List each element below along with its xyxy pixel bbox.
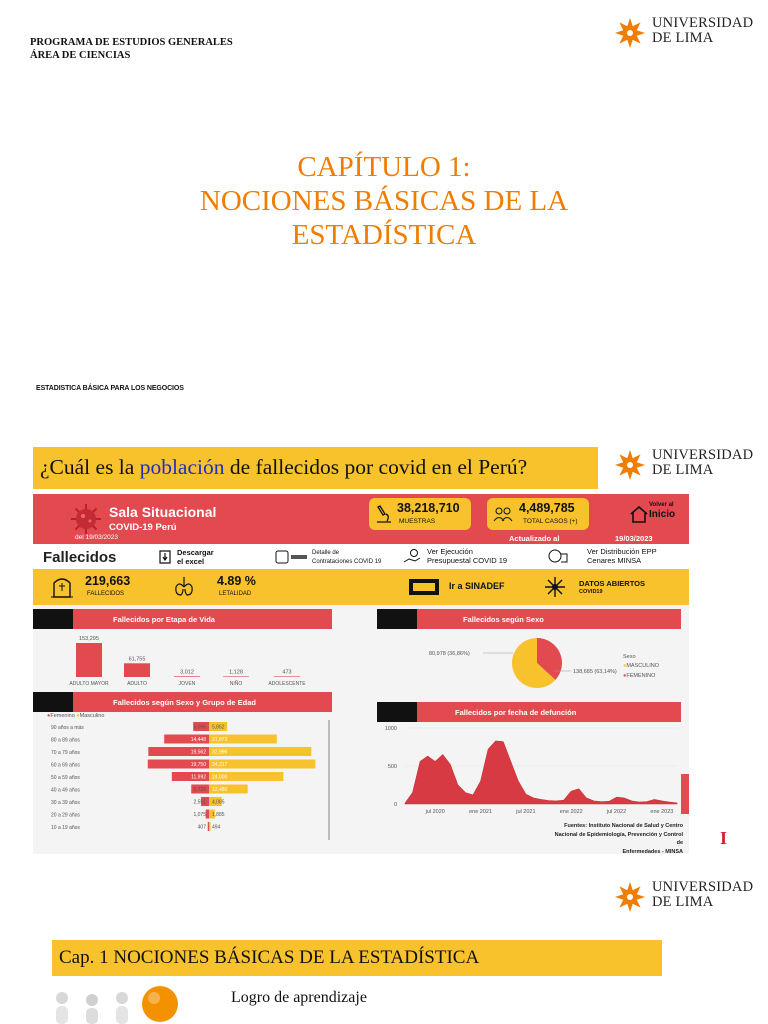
- etapa-category-label: ADULTO MAYOR: [69, 681, 109, 687]
- datos-line-1: DATOS ABIERTOS: [579, 579, 645, 588]
- side-accent: [681, 774, 689, 814]
- ejecucion-line-1: Ver Ejecución: [427, 547, 473, 556]
- legend-masculino-label: MASCULINO: [626, 663, 660, 669]
- source-line-2: Nacional de Epidemiología, Prevención y Control de: [554, 831, 683, 846]
- femenino-value-label: 11,992: [191, 774, 206, 781]
- age-group-label: 60 a 69 años: [51, 762, 80, 769]
- age-group-label: 10 a 19 años: [51, 825, 80, 831]
- detalle-line-1: Detalle de: [312, 550, 340, 556]
- masculino-value-label: 4,085: [212, 799, 225, 806]
- dashboard-subtitle: COVID-19 Perú: [109, 522, 177, 533]
- etapa-value-label: 473: [282, 669, 292, 676]
- x-tick-label: jul 2022: [606, 809, 627, 815]
- source-line-3: Enfermedades - MINSA: [622, 848, 683, 854]
- etapa-category-label: ADULTO: [127, 681, 147, 687]
- chart-fecha-defuncion: [377, 724, 687, 818]
- deaths-area-series: [405, 741, 677, 804]
- etapa-category-label: ADOLESCENTE: [268, 681, 306, 687]
- femenino-value-label: 19,562: [190, 749, 206, 756]
- etapa-value-label: 3,012: [180, 669, 194, 676]
- program-line-2: ÁREA DE CIENCIAS: [30, 50, 131, 61]
- etapa-category-label: NIÑO: [229, 681, 243, 687]
- logo-line-1: UNIVERSIDAD: [652, 15, 754, 31]
- dashboard-title: Sala Situacional: [109, 504, 217, 520]
- age-group-label: 20 a 29 años: [51, 812, 80, 819]
- age-group-label: 50 a 59 años: [51, 775, 80, 781]
- logo-line-2: DE LIMA: [652, 30, 714, 46]
- masculino-value-label: 5,862: [212, 724, 225, 731]
- logo-line-1: UNIVERSIDAD: [652, 879, 754, 895]
- letalidad-value: 4.89 %: [217, 574, 256, 588]
- ulima-star-icon: [614, 881, 646, 913]
- descargar-line-2: el excel: [177, 557, 205, 566]
- panel-fecha-header: [377, 702, 681, 722]
- detalle-contrataciones-link[interactable]: [312, 549, 381, 567]
- logo-line-1: UNIVERSIDAD: [652, 447, 754, 463]
- x-tick-label: jul 2021: [516, 809, 536, 815]
- chapter-title: [0, 150, 768, 252]
- casos-box: [487, 498, 589, 530]
- chapter-line-2: NOCIONES BÁSICAS DE LA: [199, 185, 569, 217]
- age-group-label: 80 a 89 años: [51, 737, 80, 744]
- femenino-value-label: 407: [197, 824, 206, 831]
- masculino-value-label: 494: [212, 824, 221, 831]
- ejecucion-presupuestal-link[interactable]: [427, 547, 507, 565]
- etapa-bar: [76, 643, 102, 677]
- ulima-star-icon: [614, 17, 646, 49]
- chart-sexo-grupo-edad: [33, 720, 333, 844]
- hand-coin-icon: [403, 548, 421, 566]
- fallecidos-label: FALLECIDOS: [87, 591, 125, 597]
- legend-grupo: ●Femenino ●Masculino: [47, 713, 105, 719]
- chapter-banner: [52, 940, 662, 976]
- etapa-bar: [274, 676, 300, 677]
- download-icon: [157, 549, 173, 565]
- ejecucion-line-2: Presupuestal COVID 19: [427, 556, 508, 565]
- etapa-value-label: 61,755: [128, 656, 146, 663]
- femenino-value-label: 1,075: [193, 812, 206, 818]
- dashboard-date: del 19/03/2023: [75, 534, 119, 541]
- updated-date: 19/03/2023: [615, 534, 653, 543]
- logo-wordmark: [652, 16, 753, 46]
- y-tick-label: 0: [393, 802, 397, 808]
- lungs-icon: [173, 575, 195, 599]
- legend-grupo-masc: Masculino: [79, 713, 105, 719]
- legend-sexo-title: Sexo: [623, 654, 636, 660]
- logro-heading: Logro de aprendizaje: [231, 989, 367, 1006]
- age-group-label: 30 a 39 años: [51, 800, 80, 806]
- question-post: de fallecidos por covid en el Perú?: [224, 455, 528, 479]
- chapter-banner-title: Cap. 1 NOCIONES BÁSICAS DE LA ESTADÍSTICA: [59, 947, 480, 968]
- panel-etapa-header: [33, 609, 332, 629]
- chapter-line-1: CAPÍTULO 1:: [297, 151, 471, 183]
- logo-line-2: DE LIMA: [652, 462, 714, 478]
- etapa-bar: [174, 676, 200, 677]
- ulima-logo-2: [614, 446, 754, 486]
- logo-wordmark: [652, 880, 753, 910]
- datos-line-2: COVID19: [579, 589, 603, 595]
- casos-label: TOTAL CASOS (+): [523, 518, 578, 525]
- ulima-logo: [614, 14, 754, 54]
- epp-icon: [547, 548, 569, 566]
- datos-abiertos-link[interactable]: [579, 579, 645, 597]
- letalidad-label: LETALIDAD: [219, 591, 252, 597]
- muestras-box: [369, 498, 471, 530]
- panel-fecha-title: Fallecidos por fecha de defunción: [455, 708, 577, 717]
- legend-masculino: ●MASCULINO: [623, 663, 660, 669]
- network-icon: [543, 575, 567, 599]
- logo-line-2: DE LIMA: [652, 894, 714, 910]
- masculino-value-label: 34,317: [212, 762, 228, 768]
- muestras-value: 38,218,710: [397, 501, 460, 515]
- volver-line-1: Volver al: [649, 502, 674, 508]
- panel-grupo-title: Fallecidos según Sexo y Grupo de Edad: [113, 698, 256, 707]
- question-banner: [33, 447, 598, 489]
- age-group-label: 40 a 49 años: [51, 787, 80, 794]
- epp-line-2: Cenares MINSA: [587, 556, 642, 565]
- femenino-bar: [208, 822, 209, 831]
- red-mark: I: [720, 828, 728, 848]
- etapa-value-label: 1,128: [229, 669, 243, 676]
- people-icon: [493, 505, 513, 523]
- femenino-bar: [206, 810, 209, 819]
- masculino-value-label: 1,885: [212, 812, 225, 818]
- question-text: [40, 455, 527, 480]
- course-name: ESTADISTICA BÁSICA PARA LOS NEGOCIOS: [36, 385, 184, 392]
- panel-sexo-header: [377, 609, 681, 629]
- x-tick-label: ene 2021: [469, 809, 493, 815]
- epp-line-1: Ver Distribución EPP: [587, 547, 657, 556]
- etapa-bar: [124, 663, 150, 677]
- chapter-line-3: ESTADÍSTICA: [291, 219, 477, 251]
- femenino-value-label: 5,096: [193, 724, 206, 731]
- tombstone-icon: [51, 575, 73, 599]
- legend-femenino: ●FEMENINO: [623, 673, 656, 679]
- etapa-value-label: 153,295: [79, 636, 99, 642]
- y-tick-label: 1000: [384, 726, 397, 732]
- masculino-bar: [209, 822, 211, 831]
- updated-label: Actualizado al: [509, 534, 560, 543]
- microscope-icon: [375, 504, 393, 524]
- fallecidos-value: 219,663: [85, 574, 131, 588]
- chart-etapa-de-vida: [33, 631, 333, 689]
- x-tick-label: jul 2020: [425, 809, 445, 815]
- sinadef-link[interactable]: Ir a SINADEF: [449, 581, 505, 591]
- age-group-label: 90 años a más: [51, 725, 84, 731]
- x-tick-label: ene 2023: [650, 809, 674, 815]
- source-line-1: Fuentes: Instituto Nacional de Salud y Centro: [564, 823, 683, 829]
- dashboard-links-row: [33, 544, 689, 569]
- covid-dashboard-screenshot: [33, 494, 689, 854]
- femenino-value-label: 2,551: [193, 799, 206, 806]
- panel-etapa-title: Fallecidos por Etapa de Vida: [113, 615, 215, 624]
- contracts-icon: [275, 550, 309, 564]
- etapa-bar: [223, 676, 249, 677]
- kpi-row: [33, 569, 689, 605]
- legend-femenino-label: FEMENINO: [626, 673, 656, 679]
- masculino-value-label: 24,000: [212, 774, 228, 781]
- ulima-logo-3: [614, 878, 754, 918]
- ulima-star-icon: [614, 449, 646, 481]
- fallecidos-section-title: Fallecidos: [43, 549, 117, 566]
- masculino-value-label: 21,873: [212, 737, 228, 743]
- virus-icon: [69, 502, 103, 536]
- program-header: [30, 36, 233, 62]
- source-note: [553, 822, 683, 854]
- dashboard-header: [33, 494, 689, 544]
- question-highlight: población: [139, 455, 225, 479]
- descargar-line-1: Descargar: [177, 548, 214, 557]
- panel-sexo-title: Fallecidos según Sexo: [463, 615, 544, 624]
- muestras-label: MUESTRAS: [399, 518, 436, 525]
- legend-grupo-fem: Femenino: [50, 713, 75, 719]
- casos-value: 4,489,785: [519, 501, 575, 515]
- pie-label-femenino: 80,978 (36,86%): [429, 651, 470, 657]
- masculino-value-label: 32,996: [212, 749, 228, 756]
- computer-icon: [407, 577, 441, 597]
- program-line-1: PROGRAMA DE ESTUDIOS GENERALES: [30, 37, 233, 48]
- panel-grupo-header: [33, 692, 332, 712]
- distribucion-epp-link[interactable]: [587, 547, 657, 565]
- x-tick-label: ene 2022: [559, 809, 583, 815]
- home-icon: [629, 504, 649, 524]
- femenino-value-label: 19,750: [190, 762, 206, 768]
- learning-figures-image: [52, 984, 182, 1024]
- masculino-value-label: 12,480: [212, 787, 228, 793]
- volver-line-2: Inicio: [649, 509, 676, 520]
- detalle-line-2: Contrataciones COVID 19: [312, 559, 382, 565]
- descargar-excel-link[interactable]: [177, 548, 214, 566]
- etapa-category-label: JOVEN: [178, 681, 196, 687]
- logo-wordmark: [652, 448, 753, 478]
- age-group-label: 70 a 79 años: [51, 750, 80, 756]
- femenino-value-label: 14,448: [190, 737, 206, 743]
- pie-label-masculino: 138,685 (63,14%): [573, 669, 617, 675]
- question-pre: ¿Cuál es la: [40, 455, 140, 479]
- y-tick-label: 500: [387, 764, 397, 770]
- femenino-value-label: 5,725: [193, 787, 206, 793]
